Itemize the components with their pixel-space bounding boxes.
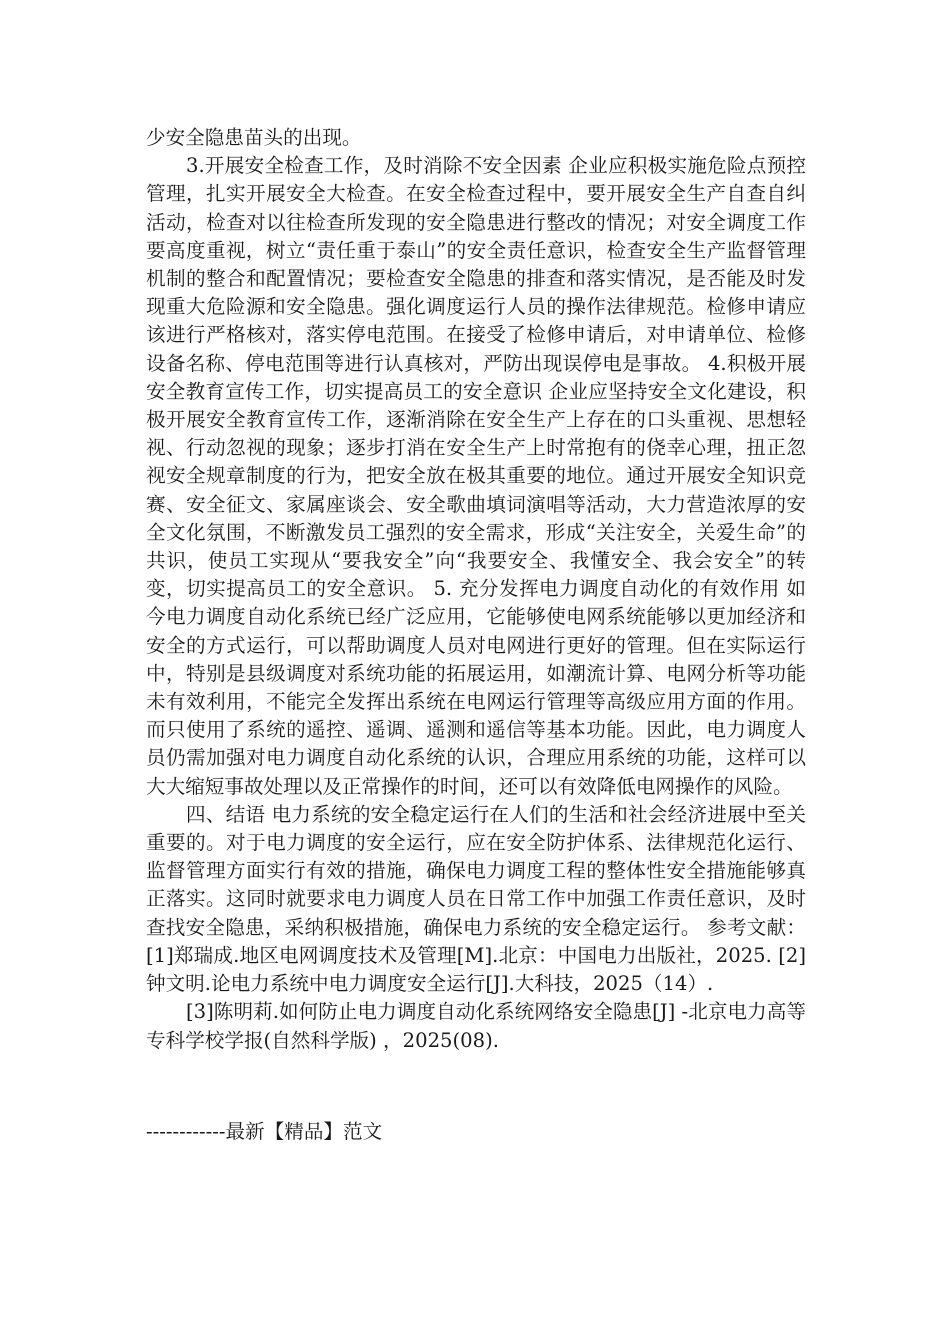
paragraph-continuation: 少安全隐患苗头的出现。 — [146, 126, 362, 149]
footer-text: ------------最新【精品】范文 — [146, 1120, 383, 1143]
paragraph-reference-3: [3]陈明莉.如何防止电力调度自动化系统网络安全隐患[J] -北京电力高等专科学校学报(自然科学版) ，2025(08). — [146, 1000, 806, 1052]
paragraph-conclusion-references: 四、结语 电力系统的安全稳定运行在人们的生活和社会经济进展中至关重要的。对于电力调度的安全运行，应在安全防护体系、法律规范化运行、监督管理方面实行有效的措施，确保电力调度工程的整体性安全措施能够真正落实。这同时就要求电力调度人员在日常工作中加强工作责任意识，及时查找安全隐患，采纳积极措施，确保电力系统的安全稳定运行。 参考文献： [1]郑瑞成.地区电网调度技术及管理[M].北京：中国电力出版社，2025. [2]钟文明.论电力系统中电力调度安全运行[J].大科技，2025（14）. — [146, 802, 806, 996]
paragraph-safety-measures: 3.开展安全检查工作，及时消除不安全因素 企业应积极实施危险点预控管理，扎实开展安全大检查。在安全检查过程中，要开展安全生产自查自纠活动，检查对以往检查所发现的安全隐患进行整改的情况；对安全调度工作要高度重视，树立“责任重于泰山”的安全责任意识，检查安全生产监督管理机制的整合和配置情况；要检查安全隐患的排查和落实情况，是否能及时发现重大危险源和安全隐患。强化调度运行人员的操作法律规范。检修申请应该进行严格核对，落实停电范围。在接受了检修申请后，对申请单位、检修设备名称、停电范围等进行认真核对，严防出现误停电是事故。 4.积极开展安全教育宣传工作，切实提高员工的安全意识 企业应坚持安全文化建设，积极开展安全教育宣传工作，逐渐消除在安全生产上存在的口头重视、思想轻视、行动忽视的现象；逐步打消在安全生产上时常抱有的侥幸心理，扭正忽视安全规章制度的行为，把安全放在极其重要的地位。通过开展安全知识竞赛、安全征文、家属座谈会、安全歌曲填词演唱等活动，大力营造浓厚的安全文化氛围，不断激发员工强烈的安全需求，形成“关注安全，关爱生命”的共识，使员工实现从“要我安全”向“我要安全、我懂安全、我会安全”的转变，切实提高员工的安全意识。 5. 充分发挥电力调度自动化的有效作用 如今电力调度自动化系统已经广泛应用，它能够使电网系统能够以更加经济和安全的方式运行，可以帮助调度人员对电网进行更好的管理。但在实际运行中，特别是县级调度对系统功能的拓展运用，如潮流计算、电网分析等功能未有效利用，不能完全发挥出系统在电网运行管理等高级应用方面的作用。而只使用了系统的遥控、遥调、遥测和遥信等基本功能。因此，电力调度人员仍需加强对电力调度自动化系统的认识，合理应用系统的功能，这样可以大大缩短事故处理以及正常操作的时间，还可以有效降低电网操作的风险。 — [146, 154, 806, 798]
document-body — [146, 124, 806, 1055]
